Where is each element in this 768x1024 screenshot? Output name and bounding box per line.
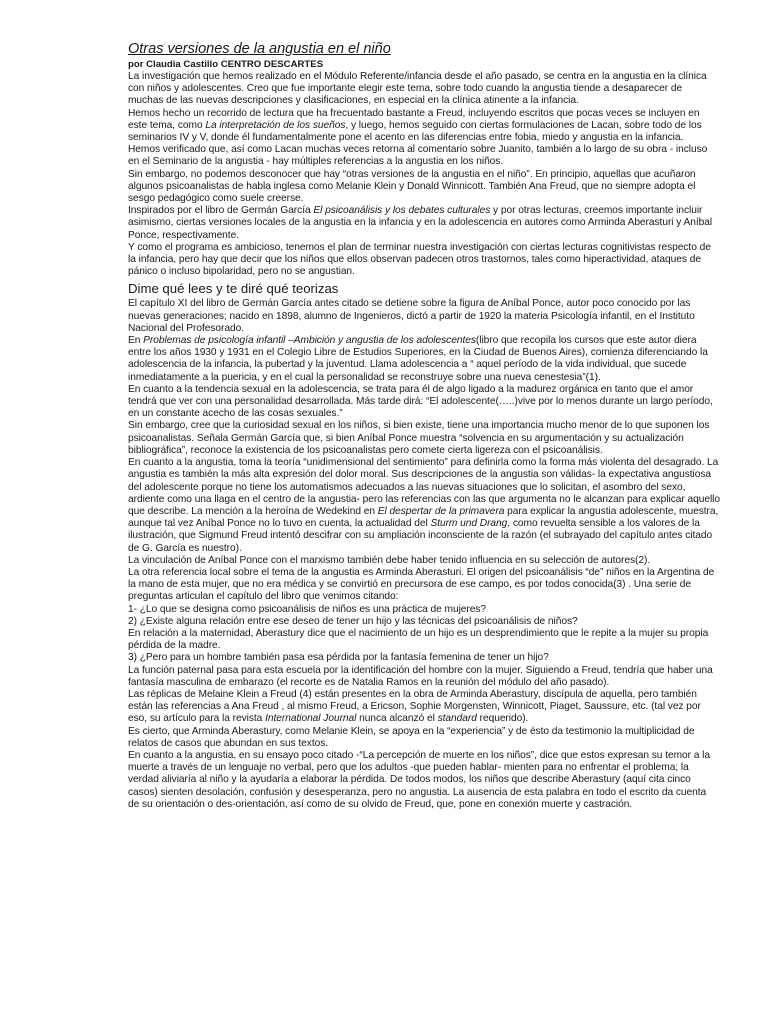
paragraph: 2) ¿Existe alguna relación entre ese deseo de tener un hijo y las técnicas del psicoanálisis de niños?: [128, 615, 578, 627]
italic-title: Problemas de psicología infantil –Ambición y angustia de los adolescentes: [143, 335, 476, 347]
paragraph: En cuanto a la tendencia sexual en la adolescencia, se trata para él de algo ligado a la madurez orgánica en tanto que el amor tendrá que ver con una personalidad desarrollada. Más tarde dirá: “El adolescente(…..)vive por lo menos durante un largo período, en un constante acecho de las cosas sexuales.”: [128, 383, 713, 420]
paragraph: La investigación que hemos realizado en el Módulo Referente/infancia desde el año pasado, se centra en la angustia en la clínica con niños y adolescentes. Creo que fue importante elegir este tema, sobre todo cuando la angustia tiende a desaparecer de muchas de las nuevas descripciones y clasificaciones, en especial en la clínica atinente a la infancia.: [128, 71, 707, 107]
body-section: [128, 298, 720, 811]
paragraph: En relación a la maternidad, Aberastury dice que el nacimiento de un hijo es un desprendimiento que le repite a la mujer su propia pérdida de la madre.: [128, 627, 709, 652]
paragraph: 1- ¿Lo que se designa como psicoanálisis de niños es una práctica de mujeres?: [128, 603, 487, 615]
paragraph: En cuanto a la angustia, en su ensayo poco citado -“La percepción de muerte en los niños”, dice que estos expresan su temor a la muerte a través de un lenguaje no verbal, pero que los adultos -que pueden hablar- mienten para no enfrentar el problema; la verdad aliviaría al niño y la ayudaría a elaborar la pérdida. De todos modos, los niños que describe Aberastury (aquí cita cinco casos) sienten desolación, confusión y desesperanza, pero no angustia. La ausencia de esta palabra en todo el escrito da cuenta de su orientación o des-orientación, así como de su olvido de Freud, que, pone en conexión muerte y castración.: [128, 749, 711, 810]
italic-title: El despertar de la primavera: [377, 505, 505, 517]
paragraph: En cuanto a la angustia, toma la teoría “unidimensional del sentimiento” para definirla como la forma más violenta del desagrado. La angustia es también la más alta expresión del dolor moral. Sus descripciones de la angustia son válidas- la expectativa angustiosa del adolescente porque no tiene los automatismos adecuados a las nuevas situaciones que lo solicitan, el asombro del sexo, ardiente como una llaga en el centro de la angustia- pero las referencias con las que argumenta no le alcanzan para explicar aquello que describe. La mención a la heroína de Wedekind en El despertar de la primavera para explicar la angustia adolescente, muestra, aunque tal vez Aníbal Ponce no lo tuvo en cuenta, la actualidad del Sturm und Drang, como revuelta sensible a los valores de la ilustración, que Sigmund Freud intentó descifrar con su ampliación inconsciente de la razón (el subrayado del capítulo antes citado de G. García es nuestro).: [128, 457, 721, 554]
italic-title: International Journal: [265, 713, 357, 725]
italic-title: El psicoanálisis y los debates culturales: [313, 205, 491, 217]
paragraph: El capítulo XI del libro de Germán García antes citado se detiene sobre la figura de Aníbal Ponce, autor poco conocido por las nuevas generaciones; nacido en 1898, alumno de Ingenieros, dictó a partir de 1920 la materia Psicología infantil, en el Instituto Nacional del Profesorado.: [128, 298, 695, 334]
paragraph: Las réplicas de Melaine Klein a Freud (4) están presentes en la obra de Arminda Aberastury, discípula de aquella, pero también están las referencias a Ana Freud , al mismo Freud, a Ericson, Sophie Morgensten, Winnicott, Piaget, Saussure, etc. (tal vez por eso, su artículo para la revista International Journal nunca alcanzó el standard requerido).: [128, 688, 701, 725]
paragraph: 3) ¿Pero para un hombre también pasa esa pérdida por la fantasía femenina de tener un hijo?: [128, 652, 549, 664]
author-line: por Claudia Castillo CENTRO DESCARTES: [128, 59, 324, 70]
paragraph: Sin embargo, cree que la curiosidad sexual en los niños, si bien existe, tiene una importancia mucho menor de lo que suponen los psicoanalistas. Señala Germán García que, si bien Aníbal Ponce muestra “solvencia en su argumentación y su actualización bibliográfica”, reconoce la existencia de los psicoanalistas pero comete cierta ligereza con el psicoanálisis.: [128, 420, 710, 456]
paragraph: Sin embargo, no podemos desconocer que hay “otras versiones de la angustia en el niño”. En principio, aquellas que acuñaron algunos psicoanalistas de habla inglesa como Melanie Klein y Donald Winnicott. También Ana Freud, que no siempre adopta el sesgo pedagógico como suele creerse.: [128, 168, 696, 205]
document-title: Otras versiones de la angustia en el niño: [128, 41, 391, 57]
italic-title: standard: [437, 713, 477, 725]
section-heading: Dime qué lees y te diré qué teorizas: [128, 281, 339, 297]
paragraph: Inspirados por el libro de Germán García El psicoanálisis y los debates culturales y por otras lecturas, creemos importante incluir asimismo, ciertas versiones locales de la angustia en la infancia y en la adolescencia en autores como Arminda Aberasturi y Aníbal Ponce, respectivamente.: [128, 205, 713, 241]
paragraph: Hemos verificado que, así como Lacan muchas veces retorna al comentario sobre Juanito, también a lo largo de su obra - incluso en el Seminario de la angustia - hay múltiples referencias a la angustia en los niños.: [128, 144, 708, 168]
paragraph: La otra referencia local sobre el tema de la angustia es Arminda Aberasturi. El origen del psicoanálisis “de” niños en la Argentina de la mano de esta mujer, que no era médica y se convirtió en precursora de ese campo, es por todos conocida(3) . Una serie de preguntas articulan el capítulo del libro que venimos citando:: [128, 566, 715, 603]
paragraph: La función paternal pasa para esta escuela por la identificación del hombre con la mujer. Siguiendo a Freud, tendría que haber una fantasía masculina de embarazo (el recorte es de Natalia Ramos en la reunión del módulo del año pasado).: [128, 664, 713, 688]
italic-title: La interpretación de los sueños: [205, 119, 346, 131]
paragraph: Es cierto, que Arminda Aberastury, como Melanie Klein, se apoya en la “experiencia” y de ésto da testimonio la multiplicidad de relatos de casos que abundan en sus textos.: [128, 725, 695, 749]
document-page: [128, 40, 720, 811]
paragraph: En Problemas de psicología infantil –Ambición y angustia de los adolescentes(libro que recopila los cursos que este autor diera entre los años 1930 y 1931 en el Colegio Libre de Estudios Superiores, en la Ciudad de Buenos Aires), comienza diferenciando la adolescencia de la infancia, la pubertad y la juventud. Llama adolescencia a “ aquel período de la vida individual, que sucede inmediatamente a la puericia, y en el cual la personalidad se reconstruye sobre una nueva cenestesia”(1).: [128, 335, 708, 383]
italic-title: Sturm und Drang: [430, 518, 508, 530]
intro-section: [128, 71, 720, 278]
paragraph: La vinculación de Aníbal Ponce con el marxismo también debe haber tenido influencia en su selección de autores(2).: [128, 554, 651, 566]
paragraph: Y como el programa es ambicioso, tenemos el plan de terminar nuestra investigación con ciertas lecturas cognitivistas respecto de la infancia, pero hay que decir que los niños que ellos observan padecen otros trastornos, tales como hiperactividad, ataques de pánico o incluso bipolaridad, pero no se angustian.: [128, 241, 711, 278]
paragraph: Hemos hecho un recorrido de lectura que ha frecuentado bastante a Freud, incluyendo escritos que pocas veces se incluyen en este tema, como La interpretación de los sueños, y luego, hemos seguido con ciertas formulaciones de Lacan, sobre todo de los seminarios IV y V, donde él fundamentalmente pone el acento en las diferencias entre fobia, miedo y angustia en la infancia.: [128, 107, 702, 144]
